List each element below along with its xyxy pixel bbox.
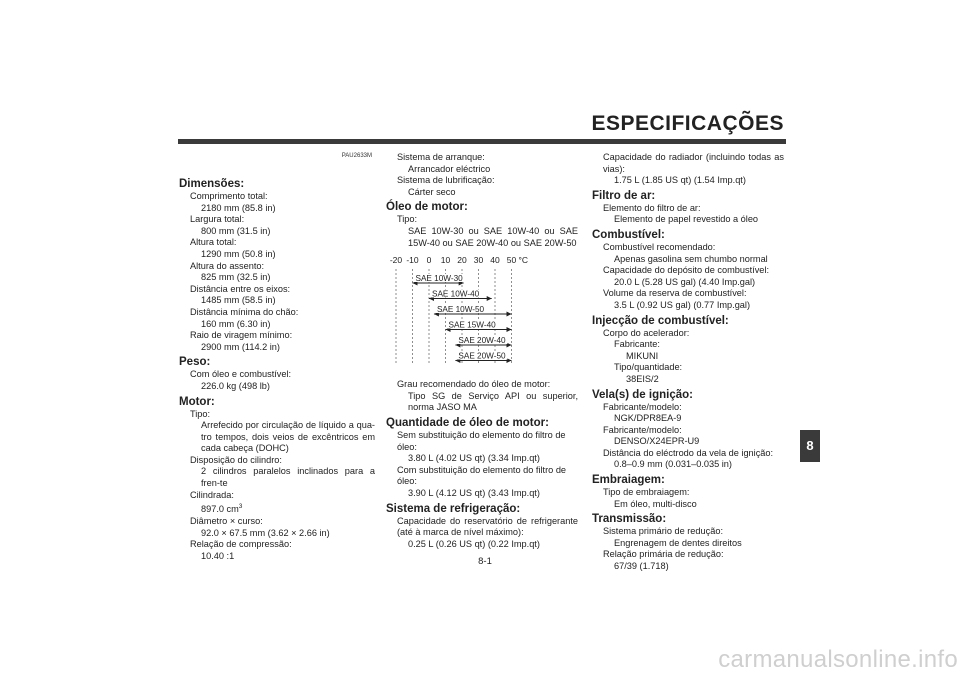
- arrow-right-icon: [487, 296, 492, 301]
- spec-label: Com óleo e combustível:: [190, 369, 292, 380]
- spec-value: 1290 mm (50.8 in): [201, 248, 276, 259]
- temp-tick-label: 40: [490, 255, 500, 266]
- spec-label: Relação primária de redução:: [603, 549, 724, 560]
- spec-value: Engrenagem de dentes direitos: [614, 537, 742, 548]
- spec-value: MIKUNI: [626, 350, 659, 361]
- spec-label: Distância do eléctrodo da vela de ignição:: [603, 447, 774, 458]
- section-heading-dimensions: Dimensões:: [179, 178, 245, 190]
- spec-value: 160 mm (6.30 in): [201, 318, 271, 329]
- spec-value: Tipo SG de Serviço API ou superior, norma JASO MA: [408, 390, 578, 413]
- section-heading-engine-oil: Óleo de motor:: [386, 201, 468, 214]
- section-heading-fuel: Combustível:: [592, 228, 665, 241]
- spec-value: 0.25 L (0.26 US qt) (0.22 Imp.qt): [408, 538, 540, 549]
- spec-label: Elemento do filtro de ar:: [603, 202, 701, 213]
- section-heading-oil-quantity: Quantidade de óleo de motor:: [386, 416, 549, 429]
- viscosity-grade-label: SAE 20W-50: [458, 351, 506, 361]
- section-heading-weight: Peso:: [179, 356, 211, 369]
- spec-label: Com substituição do elemento do filtro de óleo:: [397, 464, 567, 487]
- spec-label: Capacidade do radiador (incluindo todas as vias):: [603, 152, 784, 174]
- spec-value: 2900 mm (114.2 in): [201, 341, 280, 352]
- spec-value: Apenas gasolina sem chumbo normal: [614, 253, 768, 264]
- spec-value: 825 mm (32.5 in): [201, 272, 271, 283]
- spec-value: DENSO/X24EPR-U9: [614, 436, 700, 447]
- temp-tick-label: 20: [457, 255, 467, 266]
- header-rule: [178, 139, 786, 144]
- spec-value: Em óleo, multi-disco: [614, 498, 697, 509]
- page-number: 8-1: [478, 556, 492, 567]
- section-heading-air-filter: Filtro de ar:: [592, 189, 656, 202]
- section-heading-spark-plugs: Vela(s) de ignição:: [592, 388, 693, 401]
- section-heading-cooling: Sistema de refrigeração:: [386, 502, 521, 515]
- spec-value: SAE 10W-30 ou SAE 10W-40 ou SAE 15W-40 ou SAE 20W-40 ou SAE 20W-50: [408, 225, 578, 248]
- temp-tick-label: 30: [473, 255, 484, 266]
- spec-label: Fabricante/modelo:: [603, 401, 682, 412]
- spec-value: 92.0 × 67.5 mm (3.62 × 2.66 in): [201, 527, 330, 538]
- spec-value: Arrefecido por circulação de líquido a qua-tro tempos, dois veios de excêntricos em cada cabeça (DOHC): [201, 420, 375, 454]
- spec-value: 38EIS/2: [626, 373, 659, 384]
- spec-value: 67/39 (1.718): [614, 561, 669, 572]
- section-tab[interactable]: 8: [800, 430, 820, 462]
- viscosity-grade-label: SAE 15W-40: [448, 320, 496, 330]
- spec-value: 10.40 :1: [201, 550, 235, 561]
- spec-label: Tipo:: [190, 408, 211, 419]
- spec-label: Tipo/quantidade:: [614, 362, 683, 373]
- section-code: PAU2633M: [341, 153, 372, 159]
- spec-label: Altura do assento:: [190, 260, 265, 271]
- section-heading-clutch: Embraiagem:: [592, 474, 665, 487]
- column-2: [386, 152, 578, 550]
- spec-value: 3.90 L (4.12 US qt) (3.43 Imp.qt): [408, 487, 540, 498]
- spec-label: Volume da reserva de combustível:: [603, 288, 747, 299]
- spec-value: 20.0 L (5.28 US gal) (4.40 Imp.gal): [614, 276, 756, 287]
- temp-tick-label: 10: [440, 255, 451, 266]
- superscript: 3: [238, 503, 243, 511]
- viscosity-chart-svg: [386, 249, 578, 379]
- spec-value: Elemento de papel revestido a óleo: [614, 214, 759, 225]
- spec-label: Diâmetro × curso:: [190, 515, 263, 526]
- spec-label: Sistema de lubrificação:: [397, 175, 495, 186]
- temp-unit-label: °C: [518, 255, 529, 266]
- spec-label: Grau recomendado do óleo de motor:: [397, 379, 551, 390]
- spec-value: Cárter seco: [408, 186, 456, 197]
- spec-label: Distância entre os eixos:: [190, 283, 291, 294]
- spec-value: 0.8–0.9 mm (0.031–0.035 in): [614, 459, 732, 470]
- spec-label: Corpo do acelerador:: [603, 327, 690, 338]
- spec-label: Disposição do cilindro:: [190, 454, 282, 465]
- displacement-value: 897.0 cm: [201, 504, 239, 515]
- spec-value: 1.75 L (1.85 US qt) (1.54 Imp.qt): [614, 175, 746, 186]
- spec-value: 800 mm (31.5 in): [201, 225, 271, 236]
- viscosity-grade-label: SAE 10W-50: [436, 305, 485, 315]
- spec-label: Comprimento total:: [190, 191, 268, 201]
- temp-tick-label: -20: [389, 255, 403, 266]
- spec-value: Arrancador eléctrico: [408, 163, 491, 174]
- spec-value: 2 cilindros paralelos inclinados para a fren-te: [201, 466, 375, 489]
- spec-label: Raio de viragem mínimo:: [190, 330, 293, 341]
- spec-label: Tipo:: [397, 214, 418, 225]
- spec-label: Capacidade do reservatório de refrigerante (até à marca de nível máximo):: [397, 515, 578, 538]
- spec-label: Capacidade do depósito de combustível:: [603, 265, 769, 276]
- spec-label: Relação de compressão:: [190, 539, 292, 550]
- viscosity-chart: [386, 249, 578, 379]
- spec-value: 1485 mm (58.5 in): [201, 295, 276, 306]
- spec-label: Sem substituição do elemento do filtro de óleo:: [397, 429, 566, 452]
- spec-label: Tipo de embraiagem:: [603, 487, 690, 498]
- spec-value: NGK/DPR8EA-9: [614, 413, 682, 424]
- spec-label: Distância mínima do chão:: [190, 306, 299, 317]
- spec-value: 2180 mm (85.8 in): [201, 202, 276, 213]
- spec-label: Largura total:: [190, 214, 245, 225]
- spec-label: Fabricante:: [614, 339, 660, 350]
- section-heading-transmission: Transmissão:: [592, 513, 667, 526]
- spec-label: Combustível recomendado:: [603, 241, 716, 252]
- temp-tick-label: 0: [426, 255, 432, 266]
- column-3: [592, 152, 784, 573]
- viscosity-grade-label: SAE 20W-40: [458, 336, 506, 346]
- watermark: carmanualsonline.info: [718, 646, 958, 673]
- viscosity-grade-label: SAE 10W-30: [415, 274, 463, 284]
- page-title: ESPECIFICAÇÕES: [591, 112, 784, 135]
- spec-label: Fabricante/modelo:: [603, 424, 682, 435]
- arrow-right-icon: [507, 327, 512, 332]
- spec-value: 3.5 L (0.92 US gal) (0.77 Imp.gal): [614, 299, 751, 310]
- spec-label: Sistema de arranque:: [397, 152, 485, 162]
- spec-label: Altura total:: [190, 237, 237, 248]
- spec-value: 3.80 L (4.02 US qt) (3.34 Imp.qt): [408, 453, 540, 464]
- spec-label: Sistema primário de redução:: [603, 526, 724, 537]
- section-heading-fuel-injection: Injecção de combustível:: [592, 314, 729, 327]
- temp-tick-label: 50: [506, 255, 517, 266]
- spec-value: [179, 501, 375, 516]
- section-heading-engine: Motor:: [179, 395, 215, 408]
- temp-tick-label: -10: [406, 255, 419, 266]
- spec-value: 226.0 kg (498 lb): [201, 380, 270, 391]
- column-1: [179, 175, 375, 562]
- arrow-right-icon: [507, 312, 512, 317]
- viscosity-grade-label: SAE 10W-40: [432, 289, 480, 299]
- spec-label: Cilindrada:: [190, 489, 234, 500]
